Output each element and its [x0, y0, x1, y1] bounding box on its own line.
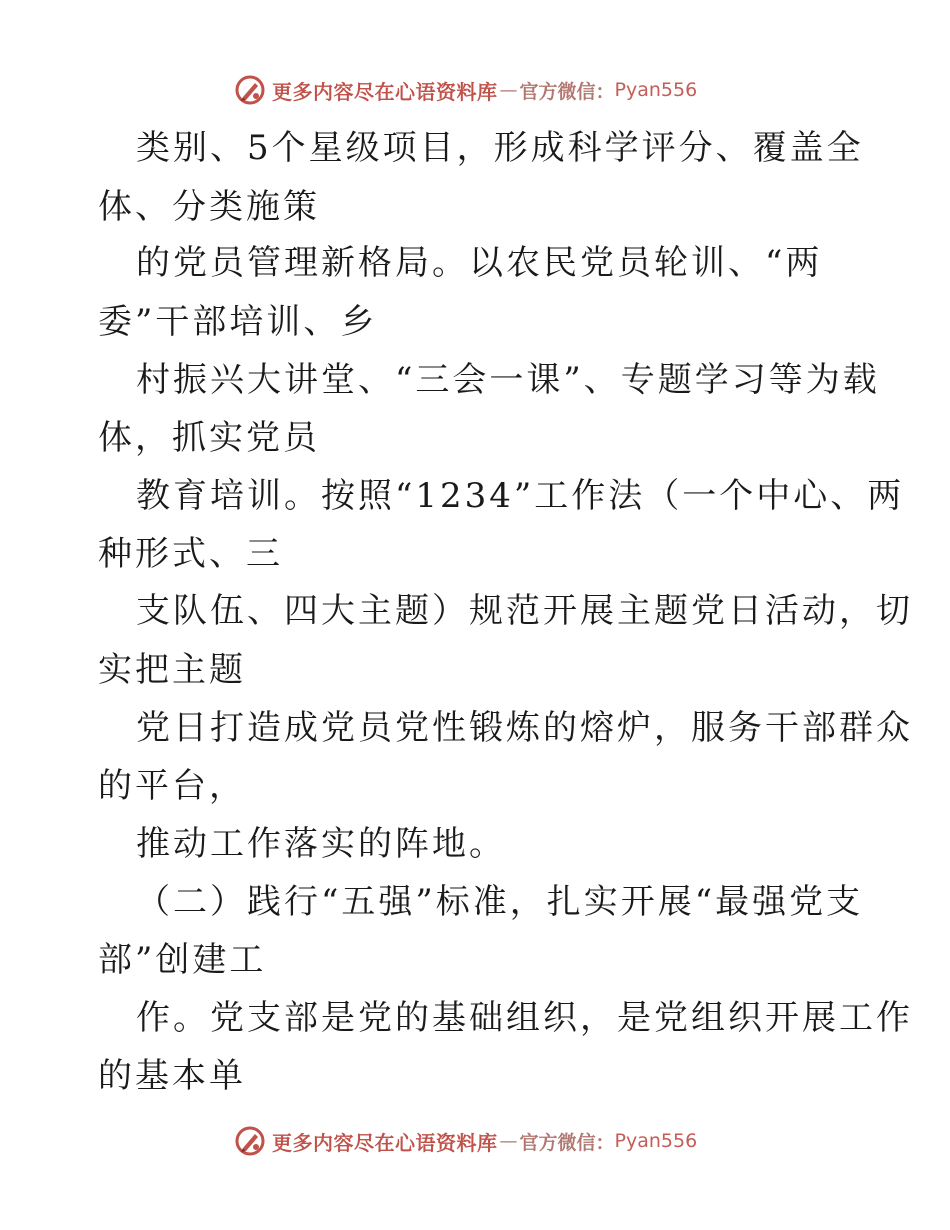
body-line: 类别、5个星级项目，形成科学评分、覆盖全 — [136, 128, 864, 168]
pen-circle-logo-icon — [234, 1125, 266, 1157]
body-line: 体，抓实党员 — [98, 418, 320, 458]
body-line: 实把主题 — [98, 650, 246, 690]
watermark-account-id: Pyan556 — [614, 1130, 698, 1152]
body-line: 党日打造成党员党性锻炼的熔炉，服务干部群众 — [136, 708, 913, 748]
body-line: 推动工作落实的阵地。 — [136, 824, 506, 864]
body-line: 作。党支部是党的基础组织，是党组织开展工作 — [136, 998, 913, 1038]
body-line: 支队伍、四大主题）规范开展主题党日活动，切 — [136, 591, 913, 631]
body-line: 部”创建工 — [98, 940, 267, 980]
body-line: 委”干部培训、乡 — [98, 302, 378, 342]
body-line: 的基本单 — [98, 1056, 246, 1096]
watermark-site-text: 更多内容尽在心语资料库 — [272, 79, 498, 104]
pen-circle-logo-icon — [234, 74, 266, 106]
body-line: 教育培训。按照“1234”工作法（一个中心、两 — [136, 476, 905, 516]
body-line: 种形式、三 — [98, 534, 283, 574]
body-line: （二）践行“五强”标准，扎实开展“最强党支 — [136, 882, 864, 922]
watermark-account-label: 官方微信： — [519, 80, 615, 103]
header-watermark — [234, 73, 697, 107]
body-line: 的平台， — [98, 766, 246, 806]
watermark-account-id: Pyan556 — [614, 79, 698, 101]
body-line: 的党员管理新格局。以农民党员轮训、“两 — [136, 243, 823, 283]
watermark-account-label: 官方微信： — [519, 1131, 615, 1154]
body-line: 体、分类施策 — [98, 187, 320, 227]
footer-watermark — [234, 1124, 697, 1158]
body-line: 村振兴大讲堂、“三会一课”、专题学习等为载 — [136, 360, 880, 400]
watermark-site-text: 更多内容尽在心语资料库 — [272, 1130, 498, 1155]
watermark-dash: — — [499, 1130, 518, 1152]
watermark-dash: — — [499, 79, 518, 101]
